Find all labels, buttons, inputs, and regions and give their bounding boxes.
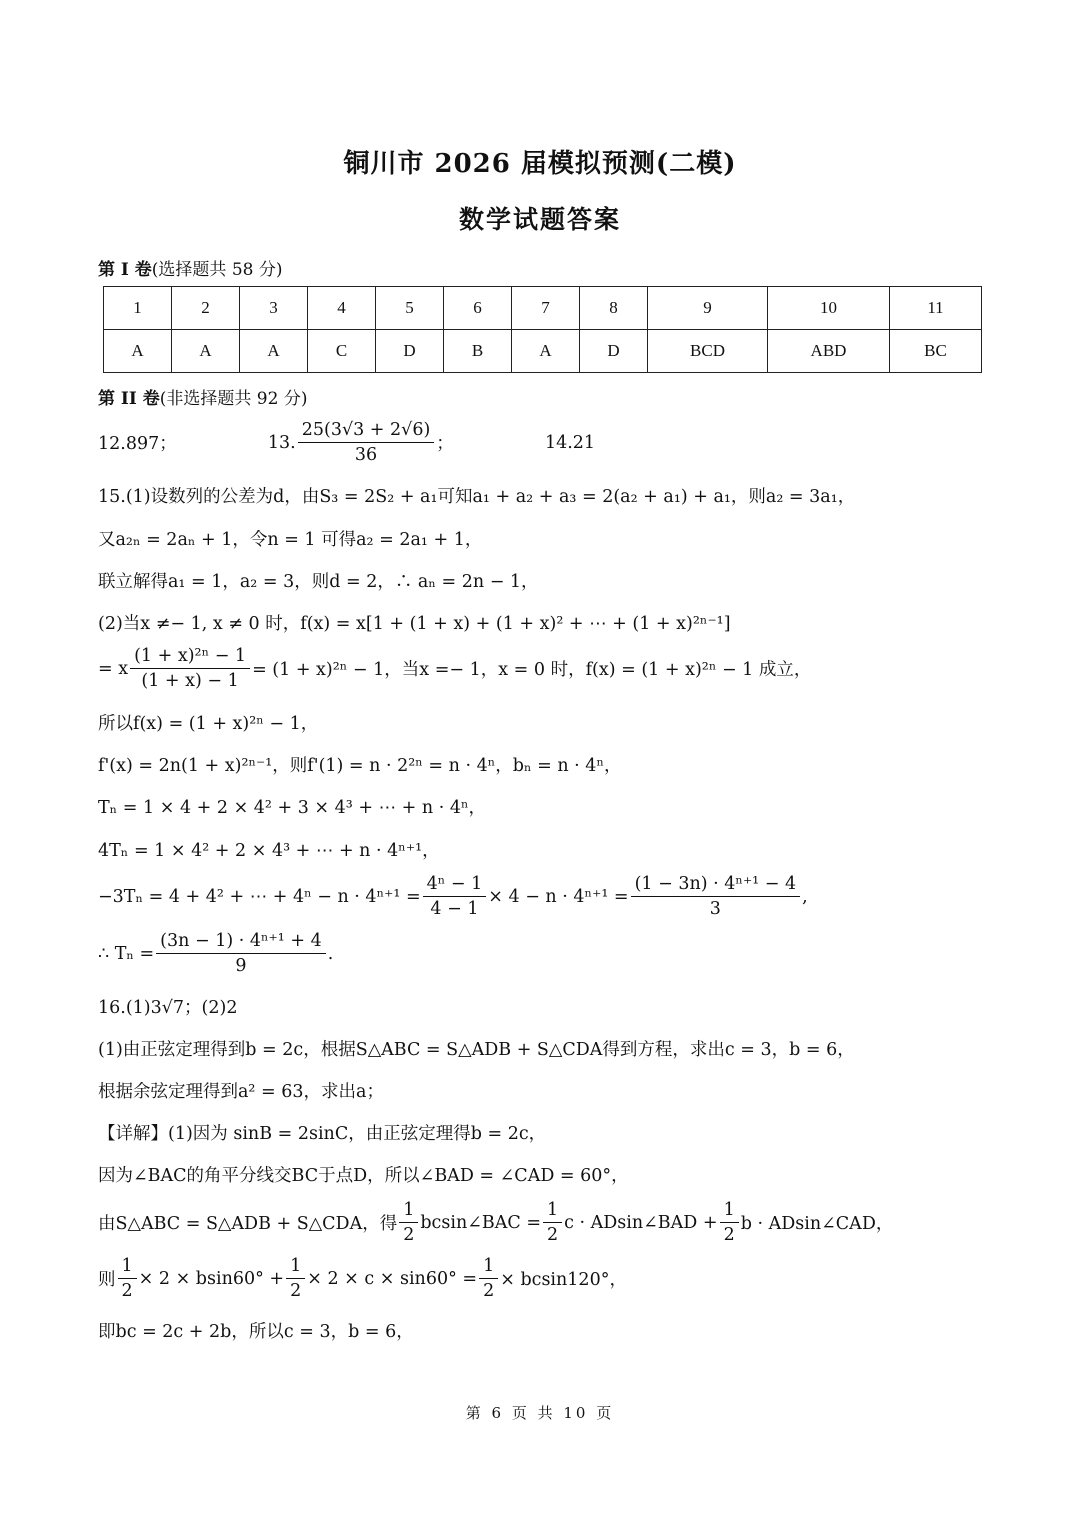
q15-line-1: 15.(1)设数列的公差为d，由S₃ = 2S₂ + a₁可知a₁ + a₂ + a₃ = 2(a₂ + a₁) + a₁，则a₂ = 3a₁， bbox=[98, 487, 856, 507]
q15-l10-numerator-1: 4ⁿ − 1 bbox=[423, 874, 487, 897]
page-title: 铜川市 2026 届模拟预测(二模) bbox=[343, 149, 737, 179]
q15-line-6: 所以f(x) = (1 + x)²ⁿ − 1， bbox=[98, 714, 319, 734]
q15-l5-suffix: = (1 + x)²ⁿ − 1，当x =− 1，x = 0 时，f(x) = (1 + x)²ⁿ − 1 成立， bbox=[252, 660, 812, 680]
q15-l11-denominator: 9 bbox=[235, 956, 247, 976]
answer-cell: B bbox=[444, 330, 512, 373]
half-denominator: 2 bbox=[121, 1281, 133, 1301]
question-number-cell: 3 bbox=[240, 287, 308, 330]
q13-prefix: 13. bbox=[267, 432, 296, 453]
answer-cell: A bbox=[104, 330, 172, 373]
q16-line-7 bbox=[98, 1256, 627, 1301]
q16-l6-c: c · ADsin∠BAD + bbox=[564, 1212, 718, 1233]
q13-suffix: ； bbox=[436, 434, 454, 454]
answer-cell: BC bbox=[890, 330, 982, 373]
q15-line-2: 又a₂ₙ = 2aₙ + 1，令n = 1 可得a₂ = 2a₁ + 1， bbox=[98, 530, 483, 550]
q15-l10-prefix: −3Tₙ = 4 + 4² + ⋯ + 4ⁿ − n · 4ⁿ⁺¹ = bbox=[98, 886, 421, 907]
q15-line-8: Tₙ = 1 × 4 + 2 × 4² + 3 × 4³ + ⋯ + n · 4ⁿ， bbox=[98, 798, 487, 818]
half-denominator: 2 bbox=[290, 1281, 302, 1301]
part1-desc: (选择题共 58 分) bbox=[151, 260, 283, 280]
q13-fraction bbox=[298, 420, 435, 465]
q15-line-11 bbox=[98, 931, 333, 976]
question-number-cell: 10 bbox=[768, 287, 890, 330]
q16-l7-half-2 bbox=[286, 1256, 305, 1301]
q16-line-5: 因为∠BAC的角平分线交BC于点D，所以∠BAD = ∠CAD = 60°， bbox=[98, 1166, 629, 1186]
q13-denominator: 36 bbox=[354, 445, 378, 465]
answer-cell: BCD bbox=[648, 330, 768, 373]
answer-cell: A bbox=[512, 330, 580, 373]
question-number-cell: 2 bbox=[172, 287, 240, 330]
answer-cell: A bbox=[172, 330, 240, 373]
part1-heading bbox=[98, 255, 283, 280]
half-numerator: 1 bbox=[118, 1256, 137, 1279]
q16-l7-a: 则 bbox=[98, 1270, 116, 1290]
answer-cell: D bbox=[580, 330, 648, 373]
q16-l7-c: × 2 × c × sin60° = bbox=[307, 1268, 478, 1289]
half-denominator: 2 bbox=[547, 1225, 559, 1245]
half-numerator: 1 bbox=[399, 1200, 418, 1223]
q13-numerator: 25(3√3 + 2√6) bbox=[298, 420, 435, 443]
answer-row bbox=[104, 330, 982, 373]
q16-line-6 bbox=[98, 1200, 893, 1245]
q15-line-10 bbox=[98, 874, 808, 919]
q16-l6-half-3 bbox=[720, 1200, 739, 1245]
q16-l7-b: × 2 × bsin60° + bbox=[138, 1268, 285, 1289]
q16-l6-a: 由S△ABC = S△ADB + S△CDA，得 bbox=[98, 1214, 398, 1234]
half-numerator: 1 bbox=[543, 1200, 562, 1223]
q16-line-4: 【详解】(1)因为 sinB = 2sinC，由正弦定理得b = 2c， bbox=[98, 1124, 547, 1144]
answer-cell: ABD bbox=[768, 330, 890, 373]
q16-l6-b: bcsin∠BAC = bbox=[420, 1212, 541, 1233]
question-number-row bbox=[104, 287, 982, 330]
question-number-cell: 6 bbox=[444, 287, 512, 330]
q15-l5-prefix: = x bbox=[98, 658, 129, 679]
q15-l5-numerator: (1 + x)²ⁿ − 1 bbox=[130, 646, 250, 669]
q15-l10-numerator-2: (1 − 3n) · 4ⁿ⁺¹ − 4 bbox=[631, 874, 801, 897]
q16-l7-half-1 bbox=[118, 1256, 137, 1301]
part2-desc: (非选择题共 92 分) bbox=[159, 389, 308, 409]
question-number-cell: 5 bbox=[376, 287, 444, 330]
question-number-cell: 1 bbox=[104, 287, 172, 330]
q15-l5-fraction bbox=[130, 646, 250, 691]
q15-l11-prefix: ∴ Tₙ = bbox=[98, 943, 155, 964]
half-denominator: 2 bbox=[483, 1281, 495, 1301]
q15-l10-denominator-2: 3 bbox=[709, 899, 721, 919]
q14-answer: 14.21 bbox=[544, 432, 596, 453]
q16-line-2: (1)由正弦定理得到b = 2c，根据S△ABC = S△ADB + S△CDA得到方程，求出c = 3，b = 6， bbox=[98, 1040, 855, 1060]
half-numerator: 1 bbox=[720, 1200, 739, 1223]
q15-l10-denominator-1: 4 − 1 bbox=[430, 899, 479, 919]
q15-l10-fraction-2 bbox=[631, 874, 801, 919]
q16-line-8: 即bc = 2c + 2b，所以c = 3，b = 6， bbox=[98, 1322, 414, 1342]
q15-l11-numerator: (3n − 1) · 4ⁿ⁺¹ + 4 bbox=[156, 931, 326, 954]
q15-line-9: 4Tₙ = 1 × 4² + 2 × 4³ + ⋯ + n · 4ⁿ⁺¹， bbox=[98, 841, 440, 861]
answer-cell: C bbox=[308, 330, 376, 373]
q15-l10-middle: × 4 − n · 4ⁿ⁺¹ = bbox=[488, 886, 629, 907]
q16-l6-half-2 bbox=[543, 1200, 562, 1245]
half-numerator: 1 bbox=[479, 1256, 498, 1279]
q15-l5-denominator: (1 + x) − 1 bbox=[141, 671, 239, 691]
part2-label: 第 II 卷 bbox=[98, 389, 160, 409]
question-number-cell: 11 bbox=[890, 287, 982, 330]
page-footer: 第 6 页 共 10 页 bbox=[465, 1404, 615, 1422]
q16-l7-half-3 bbox=[479, 1256, 498, 1301]
q16-l6-d: b · ADsin∠CAD， bbox=[740, 1214, 894, 1234]
half-denominator: 2 bbox=[723, 1225, 735, 1245]
question-number-cell: 8 bbox=[580, 287, 648, 330]
q16-line-3: 根据余弦定理得到a² = 63，求出a； bbox=[98, 1082, 384, 1102]
part2-heading bbox=[98, 384, 307, 409]
q16-l6-half-1 bbox=[399, 1200, 418, 1245]
answer-cell: A bbox=[240, 330, 308, 373]
page-subtitle: 数学试题答案 bbox=[458, 205, 621, 234]
half-denominator: 2 bbox=[403, 1225, 415, 1245]
q16-line-1: 16.(1)3√7；(2)2 bbox=[98, 998, 238, 1018]
q15-l11-suffix: . bbox=[327, 943, 334, 964]
q15-l11-fraction bbox=[156, 931, 326, 976]
question-number-cell: 4 bbox=[308, 287, 376, 330]
question-number-cell: 9 bbox=[648, 287, 768, 330]
question-number-cell: 7 bbox=[512, 287, 580, 330]
q12-answer: 12.897； bbox=[98, 434, 177, 454]
part1-label: 第 I 卷 bbox=[98, 260, 152, 280]
half-numerator: 1 bbox=[286, 1256, 305, 1279]
q15-line-5 bbox=[98, 646, 811, 691]
q16-l7-d: × bcsin120°， bbox=[500, 1270, 627, 1290]
fill-answers-line bbox=[98, 420, 595, 465]
q15-l10-fraction-1 bbox=[423, 874, 487, 919]
q15-line-3: 联立解得a₁ = 1，a₂ = 3，则d = 2，∴ aₙ = 2n − 1， bbox=[98, 572, 539, 592]
q15-line-7: f'(x) = 2n(1 + x)²ⁿ⁻¹，则f'(1) = n · 2²ⁿ = n · 4ⁿ，bₙ = n · 4ⁿ， bbox=[98, 756, 622, 776]
q15-line-4: (2)当x ≠− 1, x ≠ 0 时，f(x) = x[1 + (1 + x) + (1 + x)² + ⋯ + (1 + x)²ⁿ⁻¹] bbox=[98, 614, 731, 634]
q15-l10-suffix: , bbox=[802, 886, 808, 907]
answer-table bbox=[103, 286, 982, 373]
answer-cell: D bbox=[376, 330, 444, 373]
